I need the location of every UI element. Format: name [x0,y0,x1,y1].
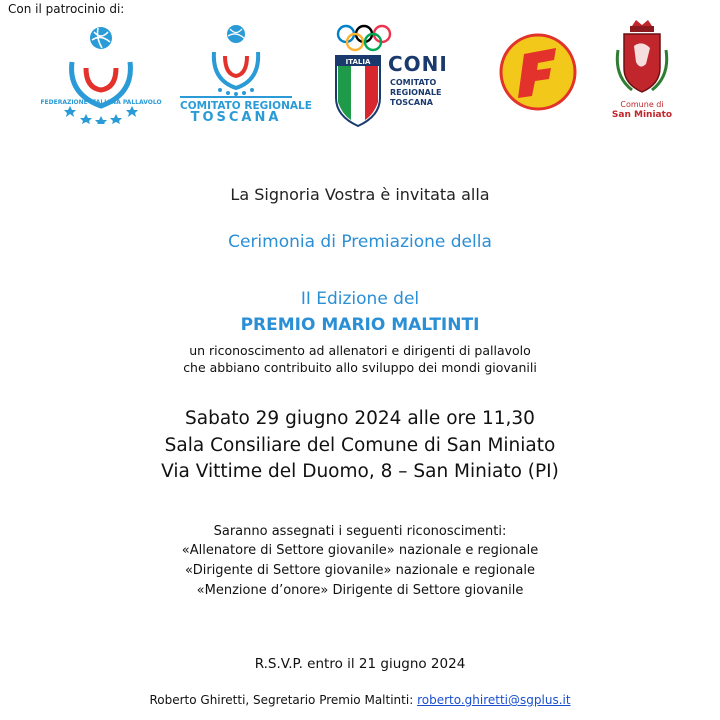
fipav-comitato-toscana-logo-icon [180,22,312,126]
rsvp-deadline: R.S.V.P. entro il 21 giugno 2024 [254,656,466,672]
edition-label: II Edizione del [300,289,420,309]
crt-logo-line1: COMITATO REGIONALE [180,96,292,112]
coni-name: CONI [388,52,448,76]
f-badge-logo-icon [498,32,578,112]
comune-name: San Miniato [611,110,673,120]
award-description-line: un riconoscimento ad allenatori e dirigenti di pallavolo [189,343,531,358]
invitation-intro: La Signoria Vostra è invitata alla [230,185,490,204]
sponsor-logos [0,18,720,126]
svg-text:ITALIA: ITALIA [345,58,371,66]
coni-subtitle: COMITATO REGIONALE TOSCANA [390,78,442,107]
patronage-label: Con il patrocinio di: [8,2,125,16]
recognition-item: «Allenatore di Settore giovanile» nazionale e regionale [181,543,539,558]
fipav-logo-icon [40,24,162,124]
event-venue: Sala Consiliare del Comune di San Miniato [164,435,556,456]
award-description-line: che abbiano contribuito allo sviluppo dei mondi giovanili [183,360,537,375]
recognition-item: «Dirigente di Settore giovanile» nazionale e regionale [185,563,535,578]
crt-logo-line2: TOSCANA [190,110,282,125]
event-address: Via Vittime del Duomo, 8 – San Miniato (PI) [161,461,559,482]
ceremony-title: Cerimonia di Premiazione della [228,232,492,252]
coni-logo-icon [332,22,458,130]
recognitions-intro: Saranno assegnati i seguenti riconoscimenti: [213,524,507,539]
contact-email-link[interactable]: roberto.ghiretti@sgplus.it [417,693,571,707]
contact-line [0,693,720,707]
comune-label-prefix: Comune di [620,100,664,109]
contact-label: Roberto Ghiretti, Segretario Premio Maltinti: [149,693,414,707]
recognition-item: «Menzione d’onore» Dirigente di Settore giovanile [196,583,524,598]
award-title: PREMIO MARIO MALTINTI [240,315,480,335]
san-miniato-crest-icon [610,20,674,124]
event-date: Sabato 29 giugno 2024 alle ore 11,30 [185,408,535,429]
svg-text:FEDERAZIONE ITALIANA PALLAVOLO: FEDERAZIONE ITALIANA PALLAVOLO [40,99,162,106]
comune-label [610,100,674,120]
